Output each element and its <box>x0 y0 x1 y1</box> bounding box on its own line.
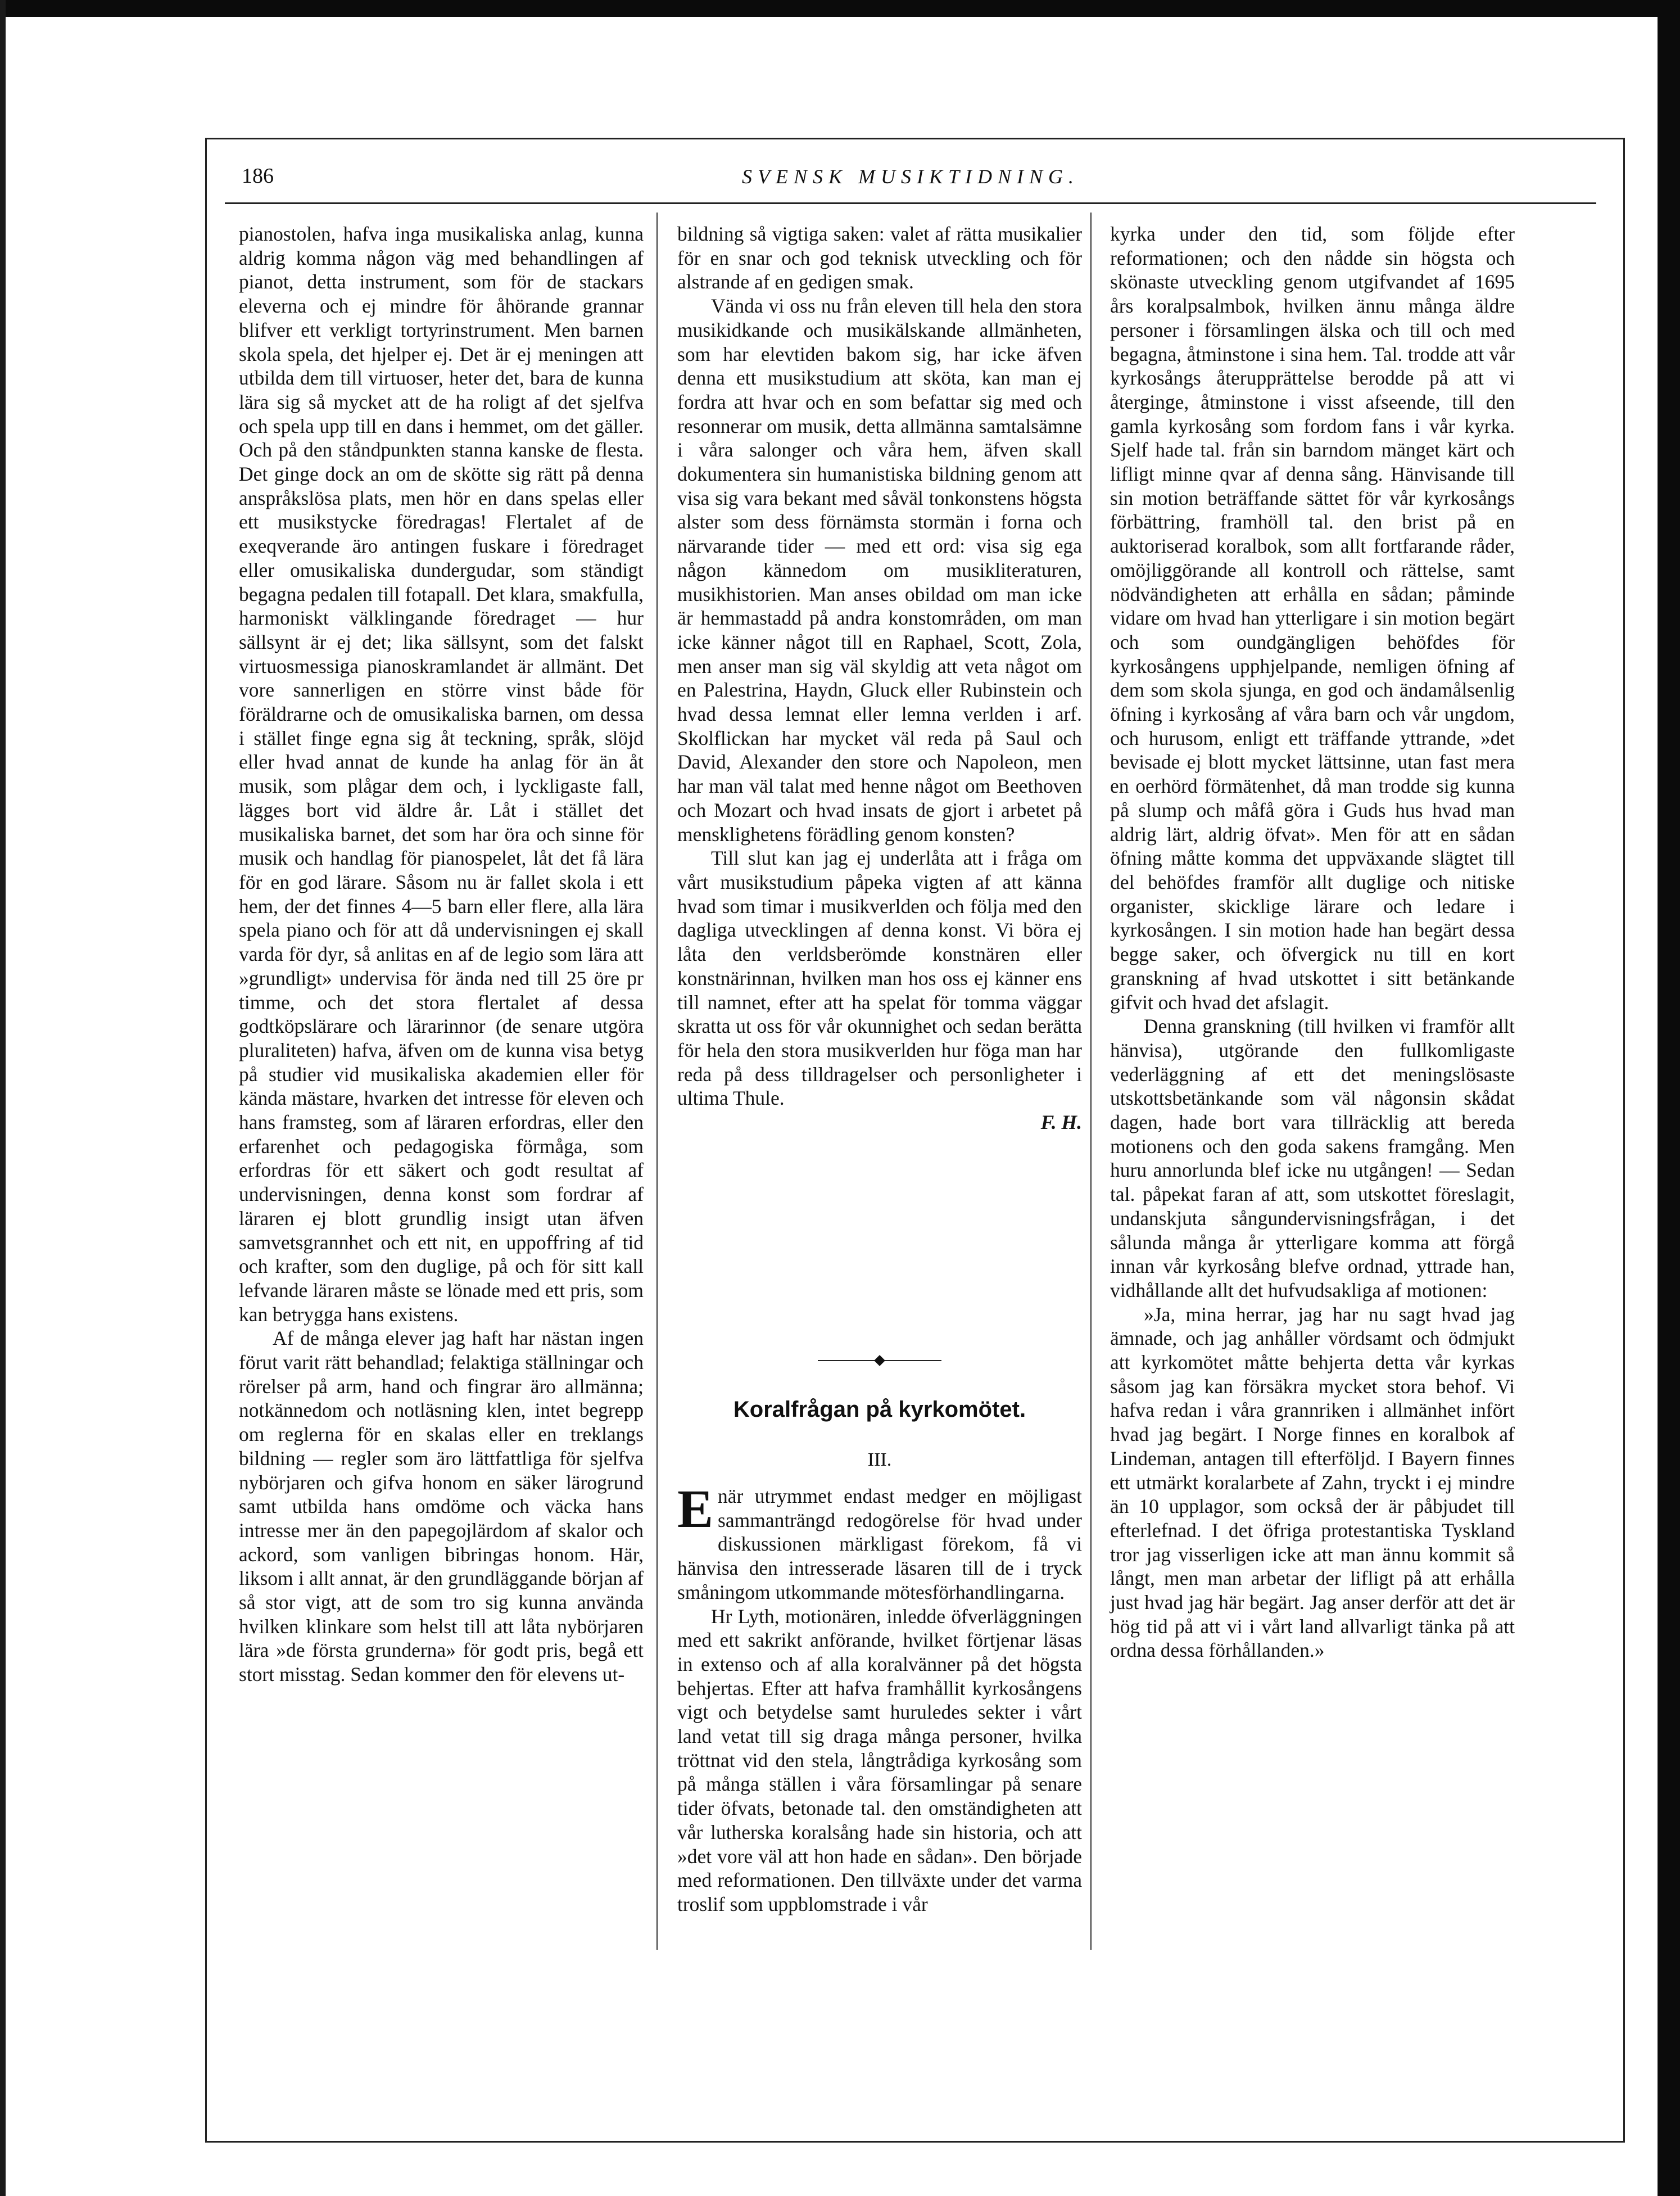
page-header <box>236 160 1585 194</box>
header-rule <box>225 202 1596 204</box>
journal-title: SVENSK MUSIKTIDNING. <box>741 165 1079 188</box>
column-2 <box>677 222 1082 1135</box>
col2-paragraph-1: bildning så vigtiga saken: valet af rätta musikalier för en snar och god teknisk utveckling och för alstrande af en gedigen smak. <box>677 223 1082 293</box>
article-title: Koralfrågan på kyrkomötet. <box>733 1397 1026 1422</box>
column-divider-2 <box>1090 213 1092 1950</box>
section-ornament <box>818 1355 941 1366</box>
column-divider-1 <box>656 213 658 1950</box>
scan-border-right <box>1658 0 1680 2196</box>
col3-paragraph-2: Denna granskning (till hvilken vi framför allt hänvisa), utgörande den fullkomligaste vederläggning af ett det meningslösaste utskottsbetänkande som väl någonsin skådat dagen, hade bort vara tillräcklig att bereda motionens och den goda sakens framgång. Men huru annorlunda blef icke nu utgången! — Sedan tal. påpekat faran af att, som utskottet föreslagit, undanskjuta sångundervisningsfrågan, i det sålunda många år ytterligare komma att förgå innan vår kyrkosång blefve ordnad, yttrade han, vidhållande allt det hufvudsakliga af motionen: <box>1110 1015 1515 1302</box>
col2-paragraph-2: Vända vi oss nu från eleven till hela den stora musikidkande och musikälskande allmänheten, som har elevtiden bakom sig, har icke äfven denna ett musikstudium att sköta, kan man ej fordra att hvar och en som befattar sig med och resonnerar om musik, detta allmänna samtalsämne i våra salonger och våra hem, äfven skall dokumentera sin humanistiska bildning genom att visa sig vara bekant med såväl tonkonstens högsta alster som dess förnämsta stormän i forna och närvarande tider — med ett ord: visa sig ega någon kännedom om musikliteraturen, musikhistorien. Man anses obildad om man icke är hemmastadd på andra konstområden, om man icke känner något till en Raphael, Scott, Zola, men anser man sig väl skyldig att veta något om en Palestrina, Haydn, Gluck eller Rubinstein och hvad dessa lemnat eller lemna verlden i arf. Skolflickan har mycket väl reda på Saul och David, Alexander den store och Napoleon, men har man väl talat med henne något om Beethoven och Mozart och hvad insats de gjort i arbetet på mensklighetens förädling genom konsten? <box>677 295 1082 846</box>
col3-paragraph-1: kyrka under den tid, som följde efter reformationen; och den nådde sin högsta och skönaste utveckling genom utgifvandet af 1695 års koralpsalmbok, hvilken ännu många äldre personer i församlingen älska och till och med begagna, åtminstone i sina hem. Tal. trodde att vår kyrkosångs återupprättelse berodde på att vi återginge, åtminstone i visst afseende, till den gamla kyrkosång som fordom fans i vår kyrka. Sjelf hade tal. från sin barndom mänget kärt och lifligt minne qvar af denna sång. Hänvisande till sin motion beträffande sättet för vår kyrkosångs förbättring, framhöll tal. den brist på en auktoriserad koralbok, som allt fortfarande råder, omöjliggörande all kontroll och rättelse, samt nödvändigheten att erhålla en sådan; påminde vidare om hvad han ytterligare i sin motion begärt och som oundgängligen behöfdes för kyrkosångens upphjelpande, nemligen öfning af dem som skola sjunga, en god och ändamålsenlig öfning i kyrkosång af våra barn och vår ungdom, och hurusom, enligt ett träffande yttrande, »det bevisade ej blott mycket lättsinne, utan fast mera en oerhörd förmätenhet, då man trodde sig kunna på slump och måfå göra i Guds hus hvad man aldrig lärt, aldrig öfvat». Men för att en sådan öfning måtte komma det uppväxande slägtet till del behöfdes framför allt duglige och nitiske organister, skicklige lärare och ledare i kyrkosången. I sin motion hade han begärt dessa begge saker, och öfvergick nu till en kort granskning af hvad utskottet i sitt betänkande gifvit och hvad det afslagit. <box>1110 223 1515 1014</box>
scan-border-left <box>0 0 6 2196</box>
page-number: 186 <box>242 164 274 188</box>
column-2-article <box>677 1479 1082 1917</box>
col1-paragraph-2: Af de många elever jag haft har nästan ingen förut varit rätt behandlad; felaktiga ställningar och rörelser på arm, hand och fingrar äro allmänna; notkännedom och notläsning klen, intet begrepp om reglerna för en skalas eller en treklangs bildning — regler som äro lättfattliga för sjelfva nybörjaren och gifva honom en säker lärogrund samt utbilda hans omdöme och väcka hans intresse mer än den papegojlärdom af skalor och ackord, som vanligen bibringas honom. Här, liksom i allt annat, är den grundläggande början af så stor vigt, att de som tro sig kunna använda hvilken klinkare som helst till att låta nybörjaren lära »de första grunderna» för godt pris, begå ett stort misstag. Sedan kommer den för elevens ut- <box>239 1327 644 1686</box>
col3-paragraph-3: »Ja, mina herrar, jag har nu sagt hvad jag ämnade, och jag anhåller vördsamt och ödmjukt att kyrkomötet måtte behjerta detta vår kyrkas såsom jag kan försäkra mycket stora behof. Vi hafva redan i våra grannriken i allmänhet infört hvad jag begärt. I Norge finnes en koralbok af Lindeman, antagen till efterföljd. I Bayern finnes ett utmärkt koralarbete af Zahn, tryckt i ej mindre än 10 upplagor, som också der är påbjudet till efterlefnad. I det öfriga protestantiska Tyskland tror jag visserligen icke att man ännu kommit så långt, men man arbetar der lifligt på att erhålla just hvad jag här begärt. Jag anser derför att det är hög tid på att vi i vårt land allvarligt tänka på att ordna dessa förhållanden.» <box>1110 1303 1515 1662</box>
drop-cap: E <box>677 1479 714 1539</box>
article-signature: F. H. <box>1040 1111 1082 1134</box>
scan-border-top <box>0 0 1680 17</box>
column-3 <box>1110 222 1515 1662</box>
article-paragraph-1: när utrymmet endast medger en möjligast sammanträngd redogörelse för hvad under diskussionen märkligast förekom, få vi hänvisa den intresserade läsaren till de i tryck småningom utkommande mötesförhandlingarna. <box>677 1485 1082 1603</box>
article-part-number: III. <box>867 1449 892 1470</box>
col1-paragraph-1: pianostolen, hafva inga musikaliska anlag, kunna aldrig komma någon väg med behandlingen af pianot, detta instrument, som för de stackars eleverna och ej mindre för åhörande grannar blifver ett verkligt tortyrinstrument. Men barnen skola spela, det hjelper ej. Det är ej meningen att utbilda dem till virtuoser, heter det, bara de kunna lära sig så mycket att de ha roligt af det sjelfva och spela upp till en dans i hemmet, om det gäller. Och på den ståndpunkten stanna kanske de flesta. Det ginge dock an om de skötte sig rätt på denna anspråkslösa plats, men hör en dans spelas eller ett musikstycke föredragas! Flertalet af de exeqverande äro antingen fuskare i föredraget eller omusikaliska dundergudar, som ständigt begagna pedalen till fotapall. Det klara, smakfulla, harmoniskt välklingande föredraget — hur sällsynt är ej det; lika sällsynt, som det falskt virtuosmessiga pianoskramlandet är allmänt. Det vore sannerligen en större vinst både för föräldrarne och de omusikaliska barnen, om dessa i stället finge egna sig åt teckning, språk, slöjd eller hvad annat de kunde ha anlag för än åt musik, som plågar dem och, i lyckligaste fall, lägges bort vid äldre år. Låt i stället det musikaliska barnet, det som har öra och sinne för musik och handlag för pianospelet, låt det få lära för en god lärare. Såsom nu är fallet skola i ett hem, der det finnes 4—5 barn eller flere, alla lära spela piano och för att då undervisningen ej skall varda för dyr, så anlitas en af de legio som lära att »grundligt» undervisa för ända ned till 25 öre pr timme, och det stora flertalet af dessa godtköpslärare och lärarinnor (de senare utgöra pluraliteten) hafva, äfven om de kunna visa betyg på studier vid musikaliska akademien eller för kända mästare, hvarken det intresse för eleven och hans framsteg, som af läraren erfordras, eller den erfarenhet och pedagogiska förmåga, som erfordras för ett säkert och godt resultat af undervisningen, denna konst som fordrar af läraren ej blott grundlig insigt utan äfven samvetsgrannhet och ett nit, en uppoffring af tid och krafter, som den duglige, på och för sitt kall lefvande läraren måste se lönade med ett pris, som kan betrygga hans existens. <box>239 223 644 1326</box>
col2-paragraph-3: Till slut kan jag ej underlåta att i fråga om vårt musikstudium påpeka vigten af att känna hvad som timar i musikverlden och följa med den dagliga utvecklingen af denna konst. Vi böra ej låta den verldsberömde konstnären eller konstnärinnan, hvilken man hos oss ej känner ens till namnet, efter att ha spelat för tomma väggar skratta ut oss för vår okunnighet och sedan berätta för hela den stora musikverlden hur föga man har reda på dess tilldragelser och personligheter i ultima Thule. <box>677 847 1082 1110</box>
column-1 <box>239 222 644 1687</box>
article-paragraph-2: Hr Lyth, motionären, inledde öfverläggningen med ett sakrikt anförande, hvilket förtjenar läsas in extenso och af alla koralvänner på det högsta behjertas. Efter att hafva framhållit kyrkosångens vigt och betydelse samt huruledes sekter i vårt land vetat till sig draga många personer, hvilka tröttnat vid den stela, långtrådiga kyrkosång som på många ställen i våra församlingar på senare tider öfvats, betonade tal. den omständigheten att vår lutherska koralsång hade sin historia, och att »det vore väl att hon hade en sådan». Den började med reformationen. Den tillväxte under det varma troslif som uppblomstrade i vår <box>677 1605 1082 1915</box>
